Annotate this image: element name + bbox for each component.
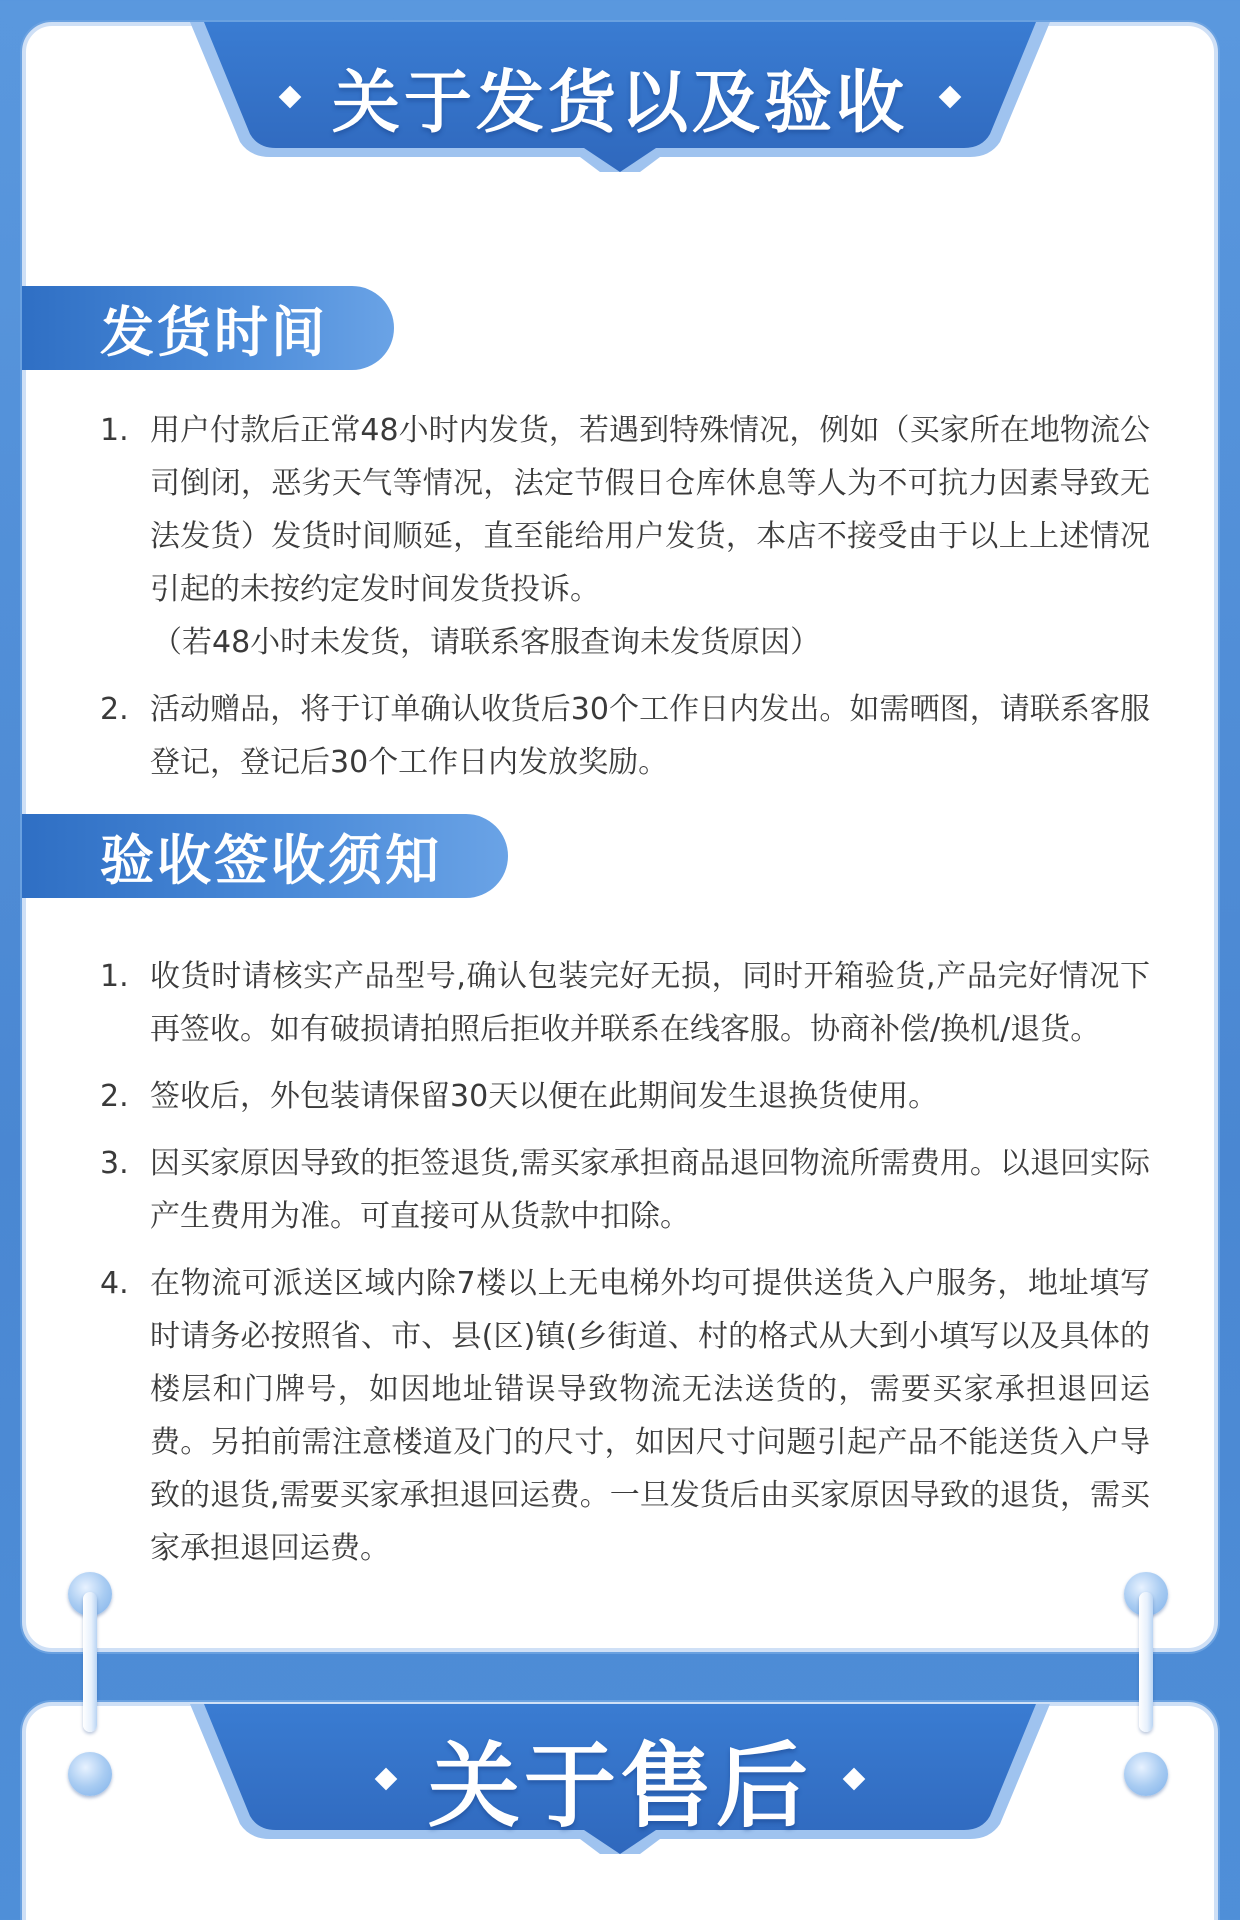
item-number: 1. [100, 413, 129, 448]
section-heading-text: 发货时间 [100, 300, 328, 364]
item-number: 2. [100, 1079, 129, 1114]
diamond-icon [375, 1768, 398, 1791]
section-heading-text: 验收签收须知 [100, 828, 442, 892]
top-banner [190, 22, 1050, 172]
item-note: （若48小时未发货，请联系客服查询未发货原因） [152, 625, 821, 660]
binder-ring-icon [1124, 1752, 1168, 1796]
binder-ring-bar [83, 1592, 97, 1732]
item-text [150, 404, 1150, 669]
item-text: 收货时请核实产品型号,确认包装完好无损，同时开箱验货,产品完好情况下再签收。如有破损请拍照后拒收并联系在线客服。协商补偿/换机/退货。 [150, 959, 1150, 1047]
item-text: 签收后，外包装请保留30天以便在此期间发生退换货使用。 [150, 1079, 939, 1114]
list-item [100, 1070, 1150, 1123]
item-text: 活动赠品，将于订单确认收货后30个工作日内发出。如需晒图，请联系客服登记，登记后30个工作日内发放奖励。 [150, 692, 1150, 780]
bottom-banner [190, 1704, 1050, 1854]
item-number: 1. [100, 959, 129, 994]
diamond-icon [279, 86, 302, 109]
binder-ring-bar [1139, 1592, 1153, 1732]
item-text: 因买家原因导致的拒签退货,需买家承担商品退回物流所需费用。以退回实际产生费用为准。可直接可从货款中扣除。 [150, 1146, 1150, 1234]
list-item [100, 950, 1150, 1056]
item-number: 3. [100, 1146, 129, 1181]
item-number: 2. [100, 692, 129, 727]
item-text: 在物流可派送区域内除7楼以上无电梯外均可提供送货入户服务，地址填写时请务必按照省、市、县(区)镇(乡街道、村的格式从大到小填写以及具体的楼层和门牌号，如因地址错误导致物流无法送货的，需要买家承担退回运费。另拍前需注意楼道及门的尺寸，如因尺寸问题引起产品不能送货入户导致的退货,需要买家承担退回运费。一旦发货后由买家原因导致的退货，需买家承担退回运费。 [150, 1266, 1150, 1566]
banner-title-text: 关于售后 [427, 1733, 812, 1840]
diamond-icon [843, 1768, 866, 1791]
banner-title-text: 关于发货以及验收 [331, 63, 908, 143]
section-heading-acceptance [22, 814, 508, 898]
binder-ring-icon [68, 1752, 112, 1796]
list-item [100, 404, 1150, 669]
acceptance-list [100, 950, 1150, 1589]
list-item [100, 1137, 1150, 1243]
list-item [100, 683, 1150, 789]
diamond-icon [939, 86, 962, 109]
item-body: 用户付款后正常48小时内发货，若遇到特殊情况，例如（买家所在地物流公司倒闭，恶劣天气等情况，法定节假日仓库休息等人为不可抗力因素导致无法发货）发货时间顺延，直至能给用户发货，本店不接受由于以上上述情况引起的未按约定发时间发货投诉。 [150, 413, 1150, 607]
section-heading-shipping [22, 286, 394, 370]
item-number: 4. [100, 1266, 129, 1301]
shipping-list [100, 404, 1150, 803]
list-item [100, 1257, 1150, 1575]
